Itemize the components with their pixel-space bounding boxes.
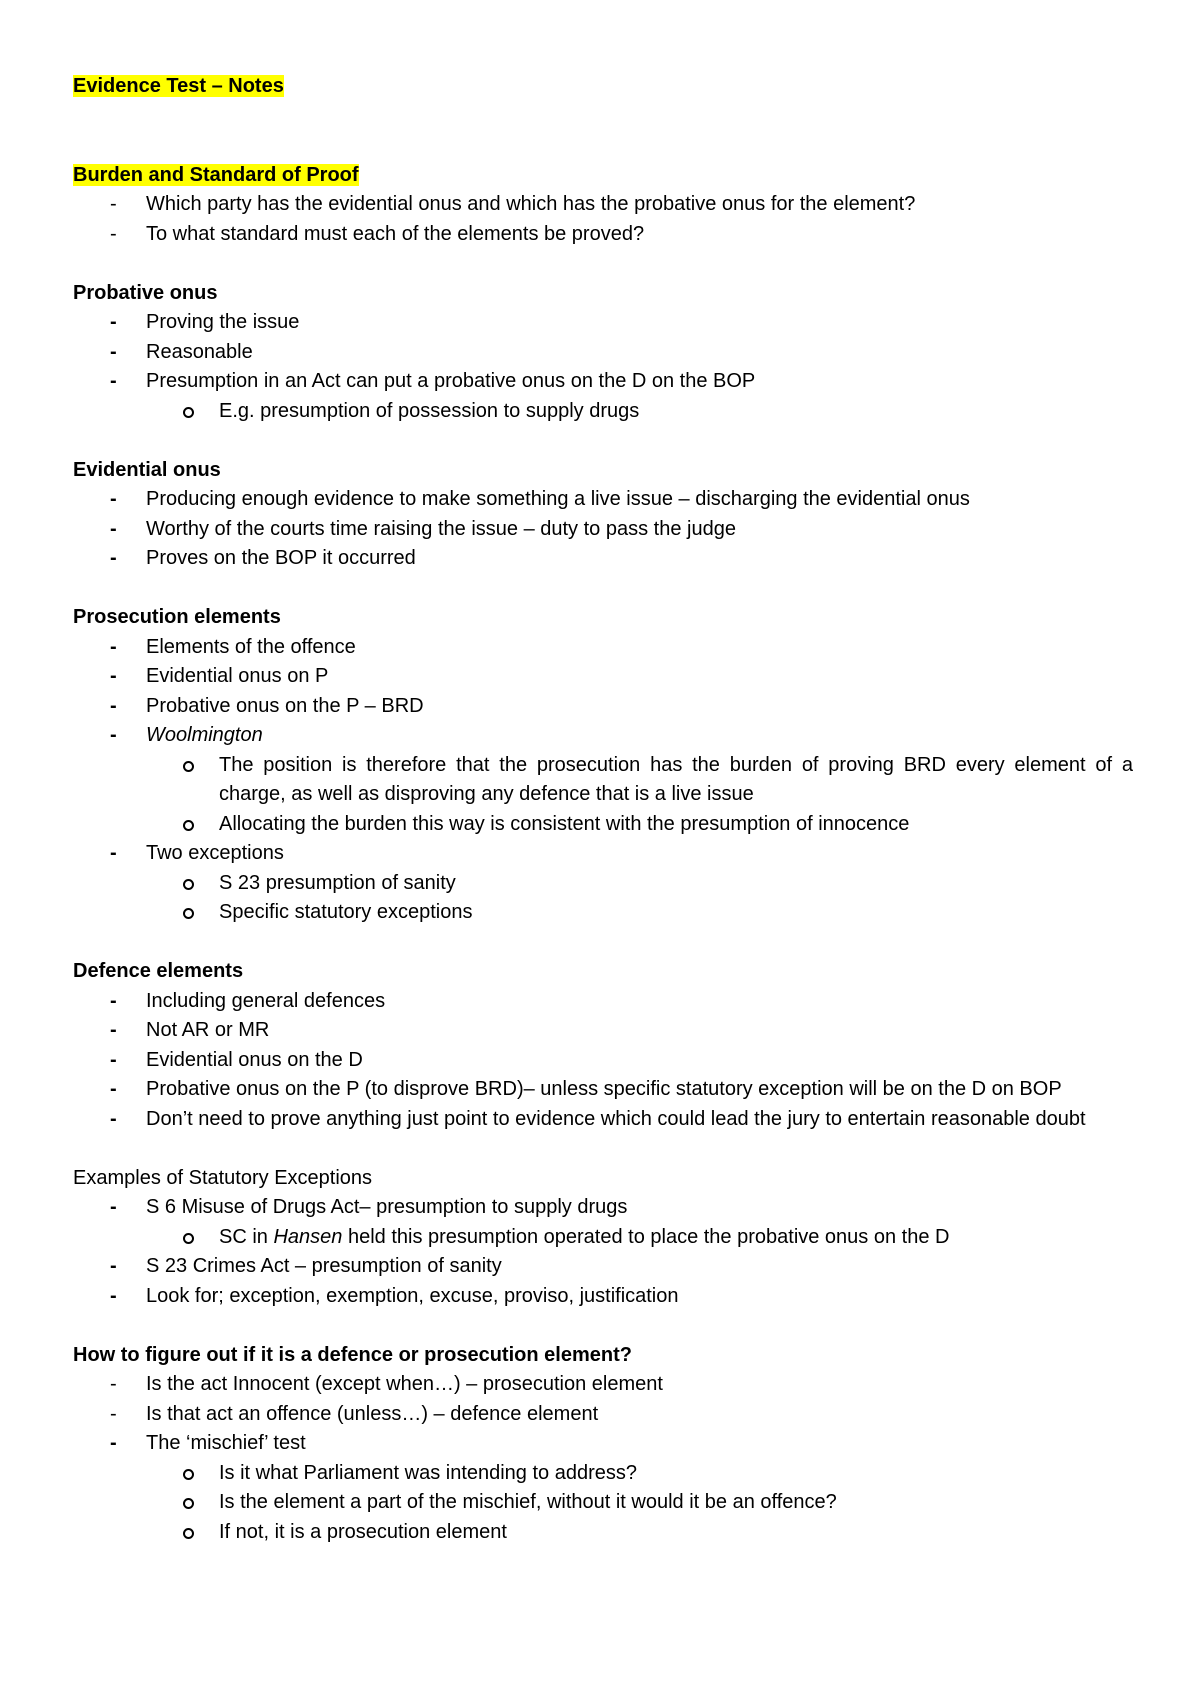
dash-bullet-icon: -	[110, 1048, 117, 1071]
dash-bullet-icon: -	[110, 370, 117, 392]
list-item: - Don’t need to prove anything just point to evidence which could lead the jury to entertain reasonable doubt	[73, 1105, 1133, 1135]
circle-bullet-icon	[183, 908, 194, 919]
how-to-figure-list	[73, 1370, 1133, 1547]
section-heading-how-to-figure: How to figure out if it is a defence or prosecution element?	[73, 1343, 632, 1366]
document-title: Evidence Test – Notes	[73, 75, 284, 97]
dash-bullet-icon: -	[110, 842, 117, 864]
dash-bullet-icon: -	[110, 517, 117, 540]
dash-bullet-icon: -	[110, 665, 117, 687]
list-item: - Two exceptions	[73, 839, 1133, 869]
list-item: - Evidential onus on P	[73, 662, 1133, 692]
list-item: - Proves on the BOP it occurred	[73, 544, 1133, 574]
dash-bullet-icon: -	[110, 547, 117, 569]
dash-bullet-icon: -	[110, 1019, 117, 1041]
sub-list-item: E.g. presumption of possession to supply drugs	[73, 397, 1133, 427]
dash-bullet-icon: -	[110, 1373, 117, 1395]
evidential-list	[73, 485, 1133, 574]
list-item: - Not AR or MR	[73, 1016, 1133, 1046]
probative-list	[73, 308, 1133, 426]
list-item: - Evidential onus on the D	[73, 1046, 1133, 1076]
circle-bullet-icon	[183, 820, 194, 831]
sub-list-item: Allocating the burden this way is consistent with the presumption of innocence	[73, 810, 1133, 840]
dash-bullet-icon: -	[110, 1402, 117, 1425]
sub-list-item: S 23 presumption of sanity	[73, 869, 1133, 899]
list-item: - Reasonable	[73, 338, 1133, 368]
list-item: - To what standard must each of the elements be proved?	[73, 220, 1133, 250]
dash-bullet-icon: -	[110, 635, 117, 658]
list-item: - Including general defences	[73, 987, 1133, 1017]
list-item: - Proving the issue	[73, 308, 1133, 338]
dash-bullet-icon: -	[110, 311, 117, 333]
sub-list-item: Is the element a part of the mischief, without it would it be an offence?	[73, 1488, 1133, 1518]
sub-list-item: SC in Hansen held this presumption operated to place the probative onus on the D	[73, 1223, 1133, 1253]
circle-bullet-icon	[183, 1498, 194, 1509]
list-item	[73, 721, 1133, 751]
burden-list	[73, 190, 1133, 249]
sub-list-item: The position is therefore that the prosecution has the burden of proving BRD every element of a charge, as well as disproving any defence that is a live issue	[73, 751, 1133, 810]
prosecution-list	[73, 633, 1133, 928]
sub-list-item: Is it what Parliament was intending to address?	[73, 1459, 1133, 1489]
section-heading-evidential: Evidential onus	[73, 458, 221, 481]
dash-bullet-icon: -	[110, 1107, 117, 1130]
dash-bullet-icon: -	[110, 222, 117, 245]
list-item: - S 6 Misuse of Drugs Act– presumption to supply drugs	[73, 1193, 1133, 1223]
circle-bullet-icon	[183, 1233, 194, 1244]
case-name: Hansen	[273, 1225, 343, 1248]
defence-list	[73, 987, 1133, 1135]
case-name: Woolmington	[146, 724, 263, 746]
list-item: - S 23 Crimes Act – presumption of sanity	[73, 1252, 1133, 1282]
list-item: - Probative onus on the P (to disprove BRD)– unless specific statutory exception will be on the D on BOP	[73, 1075, 1133, 1105]
list-item: - The ‘mischief’ test	[73, 1429, 1133, 1459]
dash-bullet-icon: -	[110, 1196, 117, 1218]
circle-bullet-icon	[183, 1528, 194, 1539]
circle-bullet-icon	[183, 407, 194, 418]
dash-bullet-icon: -	[110, 1078, 117, 1100]
list-item: - Which party has the evidential onus and which has the probative onus for the element?	[73, 190, 1133, 220]
circle-bullet-icon	[183, 879, 194, 890]
section-heading-probative: Probative onus	[73, 281, 218, 304]
list-item: - Look for; exception, exemption, excuse, proviso, justification	[73, 1282, 1133, 1312]
list-item: - Elements of the offence	[73, 633, 1133, 663]
circle-bullet-icon	[183, 761, 194, 772]
list-item: - Presumption in an Act can put a probative onus on the D on the BOP	[73, 367, 1133, 397]
section-heading-defence: Defence elements	[73, 960, 244, 982]
dash-bullet-icon: -	[110, 694, 117, 717]
section-heading-statutory-exceptions: Examples of Statutory Exceptions	[73, 1166, 373, 1189]
dash-bullet-icon: -	[110, 989, 117, 1012]
statutory-exceptions-list	[73, 1193, 1133, 1311]
document-page	[73, 72, 1133, 1547]
list-item: - Is that act an offence (unless…) – defence element	[73, 1400, 1133, 1430]
list-item: - Is the act Innocent (except when…) – prosecution element	[73, 1370, 1133, 1400]
sub-list-item: If not, it is a prosecution element	[73, 1518, 1133, 1548]
dash-bullet-icon: -	[110, 1284, 117, 1307]
circle-bullet-icon	[183, 1469, 194, 1480]
dash-bullet-icon: -	[110, 193, 117, 215]
dash-bullet-icon: -	[110, 1255, 117, 1277]
list-item: - Worthy of the courts time raising the issue – duty to pass the judge	[73, 515, 1133, 545]
section-heading-burden: Burden and Standard of Proof	[73, 163, 359, 186]
section-heading-prosecution: Prosecution elements	[73, 606, 281, 628]
sub-list-item: Specific statutory exceptions	[73, 898, 1133, 928]
list-item: - Producing enough evidence to make something a live issue – discharging the evidential onus	[73, 485, 1133, 515]
list-item: - Probative onus on the P – BRD	[73, 692, 1133, 722]
dash-bullet-icon: -	[110, 340, 117, 363]
dash-bullet-icon: -	[110, 488, 117, 510]
dash-bullet-icon: -	[110, 1432, 117, 1454]
dash-bullet-icon: -	[110, 724, 117, 746]
